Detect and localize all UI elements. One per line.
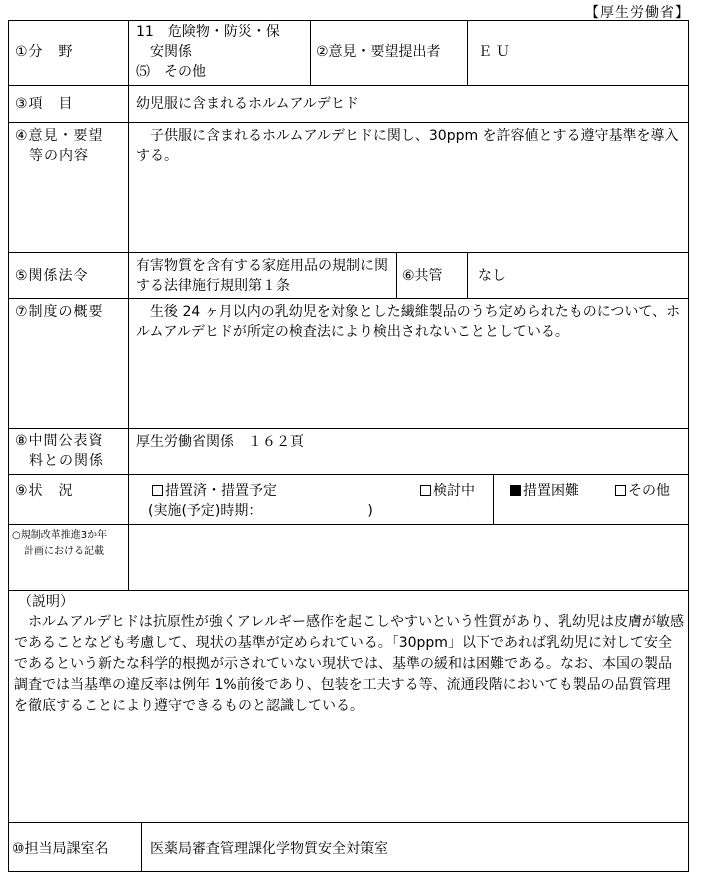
submitter-label: ②意見・要望提出者 bbox=[316, 44, 441, 60]
item-label: ③項 目 bbox=[15, 96, 74, 112]
checkbox-empty-icon bbox=[615, 485, 626, 496]
status-option-review[interactable] bbox=[420, 481, 475, 501]
status-option-difficult-label: 措置困難 bbox=[523, 483, 579, 499]
overview-content: 生後 24 ヶ月以内の乳幼児を対象とした繊維製品のうち定められたものについて、ホルムアルデヒドが所定の検査法により検出されないこととしている。 bbox=[136, 304, 681, 340]
office-value: 医薬局審査管理課化学物質安全対策室 bbox=[150, 841, 388, 857]
status-option-other-label: その他 bbox=[628, 483, 670, 499]
status-option-review-label: 検討中 bbox=[433, 483, 475, 499]
checkbox-empty-icon bbox=[420, 485, 431, 496]
interim-label bbox=[9, 431, 127, 471]
office-label: ⑩担当局課室名 bbox=[12, 841, 109, 857]
jurisdiction-label: ⑥共管 bbox=[402, 268, 443, 284]
interim-label-line2: 料との関係 bbox=[29, 453, 104, 469]
ministry-header: 【厚生労働省】 bbox=[585, 5, 690, 21]
overview-label: ⑦制度の概要 bbox=[15, 304, 104, 320]
field-value bbox=[136, 22, 308, 82]
checkbox-checked-icon bbox=[510, 485, 521, 496]
status-option-done-label: 措置済・措置予定 bbox=[165, 483, 277, 499]
field-label: ①分 野 bbox=[15, 44, 74, 60]
law-value: 有害物質を含有する家庭用品の規制に関する法律施行規則第１条 bbox=[136, 258, 388, 294]
request-label-line2: 等の内容 bbox=[29, 148, 89, 164]
status-schedule: (実施(予定)時期： ) bbox=[148, 503, 373, 519]
status-option-difficult[interactable] bbox=[510, 481, 579, 501]
request-label-line1: ④意見・要望 bbox=[15, 128, 104, 144]
plan-label bbox=[12, 528, 128, 560]
field-value-line3: ⑸ その他 bbox=[136, 64, 206, 80]
explanation-text: ホルムアルデヒドは抗原性が強くアレルギー感作を起こしやすいという性質があり、乳幼児は皮膚が敏感であることなども考慮して、現状の基準が定められている。「30ppm」以下であれば乳幼児に対して安全であるという新たな科学的根拠が示されていない現状では、基準の緩和は困難である。なお、本国の製品調査では当基準の違反率は例年 1%前後であり、包装を工夫する等、流通段階においても製品の品質管理を徹底することにより遵守できるものと認識している。 bbox=[14, 614, 684, 714]
status-option-other[interactable] bbox=[615, 481, 670, 501]
checkbox-empty-icon bbox=[152, 485, 163, 496]
item-value: 幼児服に含まれるホルムアルデヒド bbox=[136, 96, 359, 112]
plan-label-line2: 計画における記載 bbox=[24, 546, 104, 557]
plan-label-line1: ○規制改革推進3か年 bbox=[12, 530, 108, 541]
jurisdiction-value: なし bbox=[478, 268, 506, 284]
submitter-value: ＥＵ bbox=[478, 44, 514, 60]
request-content: 子供服に含まれるホルムアルデヒドに関し、30ppm を許容値とする遵守基準を導入する。 bbox=[136, 128, 679, 164]
law-label: ⑤関係法令 bbox=[15, 268, 89, 284]
status-option-done[interactable] bbox=[152, 481, 277, 501]
interim-value: 厚生労働省関係 １６２頁 bbox=[136, 434, 304, 450]
status-label: ⑨状 況 bbox=[15, 483, 74, 499]
explanation-heading: （説明） bbox=[18, 594, 74, 610]
request-label bbox=[9, 126, 127, 166]
field-value-line2: 安関係 bbox=[150, 44, 192, 60]
field-value-line1: 11 危険物・防災・保 bbox=[136, 24, 280, 40]
interim-label-line1: ⑧中間公表資 bbox=[15, 433, 104, 449]
